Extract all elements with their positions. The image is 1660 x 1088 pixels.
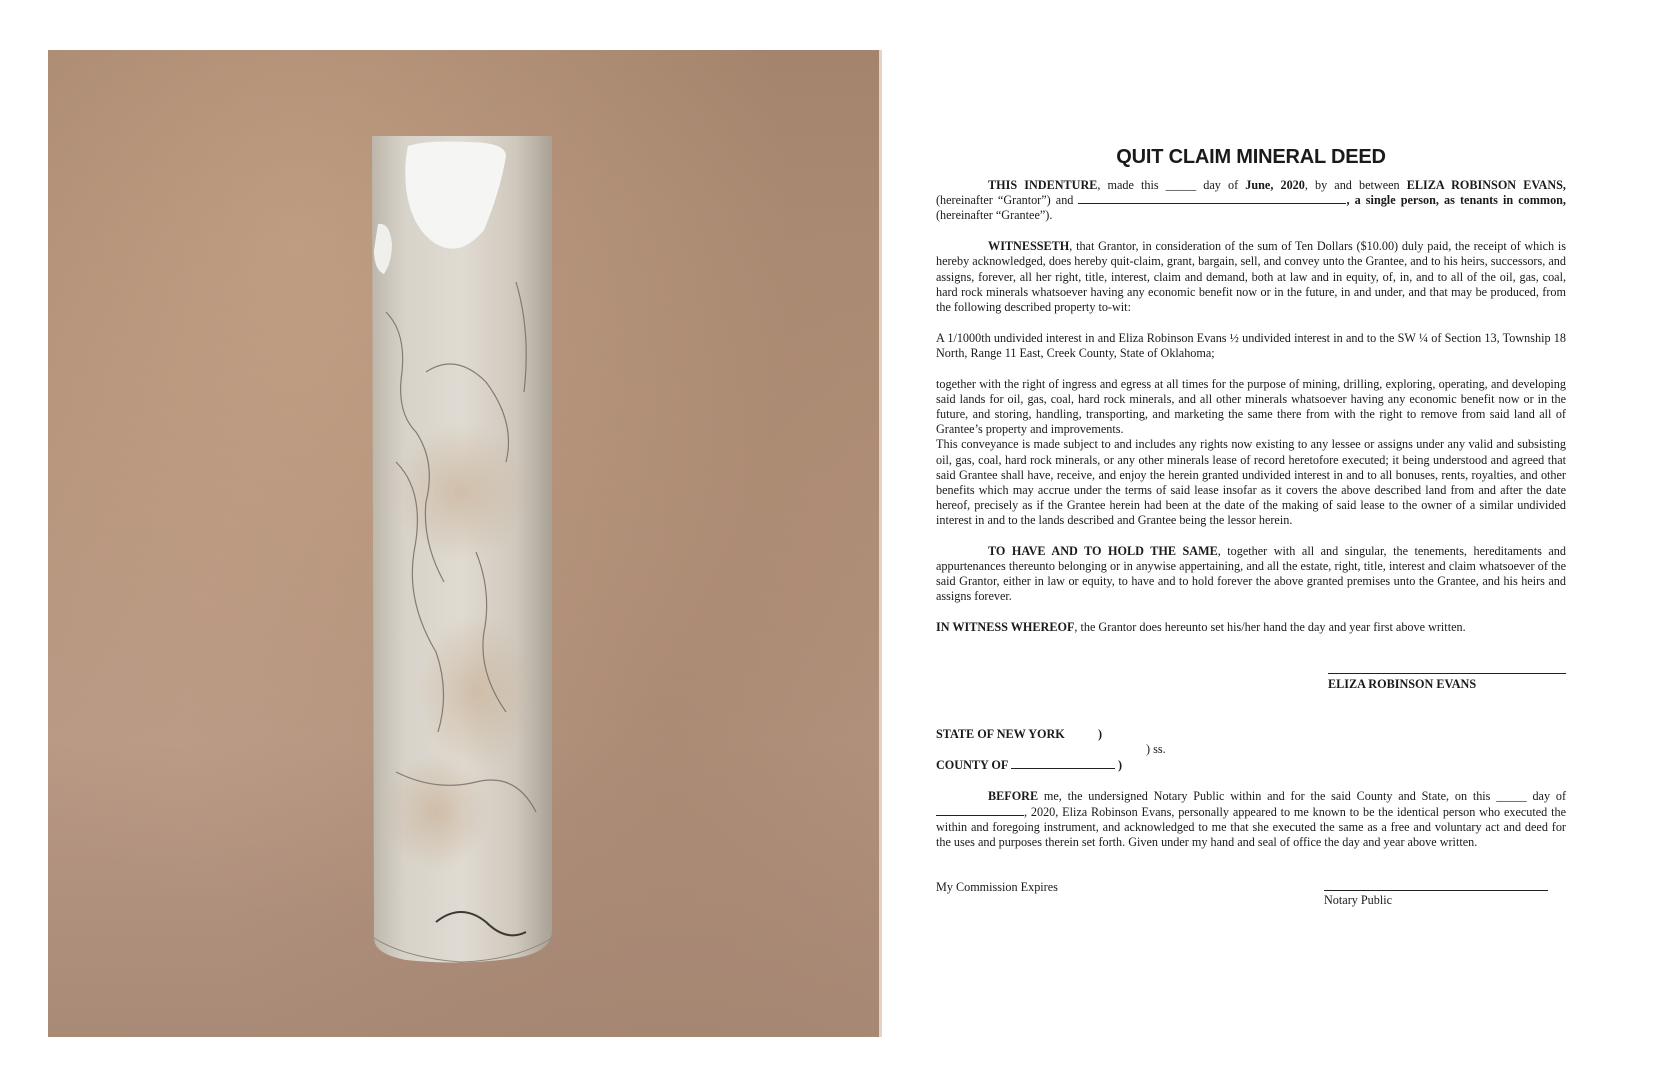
venue-county-paren: ) (1117, 758, 1123, 773)
notary-block (936, 880, 1566, 920)
intro-text-4: , a single person (1346, 193, 1436, 208)
intro-lead: THIS INDENTURE (988, 178, 1098, 193)
grantee-blank (1078, 193, 1346, 204)
grantor-name: ELIZA ROBINSON EVANS, (1406, 178, 1566, 193)
acknowledgment-lead: BEFORE (988, 789, 1039, 804)
conveyance-paragraph: This conveyance is made subject to and includes any rights now existing to any lessee or assigns under any valid and subsisting oil, gas, coal, hard rock minerals, or any other minerals lease of record heretofore executed; it being understood and agreed that said Grantee shall have, receive, and enjoy the herein granted undivided interest in and to all bonuses, rents, royalties, and other benefits which may accrue under the terms of said lease insofar as it covers the above described land from and after the date hereof, precisely as if the Grantee herein had been at the date of the making of said lease to the owner of a similar undivided interest in and to the lands described and Grantee being the lessor herein. (936, 437, 1566, 527)
acknowledgment-text-1: me, the undersigned Notary Public within and for the said County and State, on this _____ day of (1038, 789, 1566, 804)
property-description: A 1/1000th undivided interest in and Eliza Robinson Evans ½ undivided interest in and to the SW ¼ of Section 13, Township 18 North, Range 11 East, Creek County, State of Oklahoma; (936, 330, 1566, 360)
venue-county: COUNTY OF (936, 758, 1008, 773)
witnesseth-lead: WITNESSETH (988, 239, 1070, 254)
deed-document (936, 140, 1566, 920)
witness-paragraph (936, 620, 1566, 635)
grantor-signature-block (936, 665, 1566, 723)
intro-paragraph (936, 178, 1566, 223)
habendum-text: , together with all and singular, the tenements, hereditaments and appurtenances thereunto belonging or in anywise appertaining, and all the estate, right, title, interest and claim whatsoever of the said Grantor, either in law or equity, to have and to hold forever the above granted premises unto the Grantee, and his heirs and assigns forever. (936, 543, 1566, 604)
venue-block (936, 727, 1566, 789)
county-blank (1011, 758, 1115, 769)
witnesseth-paragraph (936, 239, 1566, 314)
venue-ss: ) ss. (1146, 742, 1166, 757)
together-paragraph: together with the right of ingress and egress at all times for the purpose of mining, drilling, exploring, operating, and developing said lands for oil, gas, coal, hard rock minerals, and all other minerals whatsoever having any economic benefit now or in the future, and storing, handling, transporting, and marketing the same there from with the right to remove from said land all of Grantee’s property and improvements. (936, 377, 1566, 437)
intro-text-6: (hereinafter “Grantee”). (936, 208, 1053, 223)
intro-text-1: , made this _____ day of (1097, 178, 1246, 193)
habendum-lead: TO HAVE AND TO HOLD THE SAME (988, 543, 1218, 558)
commission-expires: My Commission Expires (936, 879, 1058, 894)
venue-county-row (936, 758, 1122, 773)
venue-state-paren: ) (1098, 727, 1103, 742)
intro-text-3: (hereinafter “Grantor”) and (936, 193, 1079, 208)
acknowledgment-text-2: , 2020, Eliza Robinson Evans, personally appeared to me known to be the identical person who executed the within and foregoing instrument, and acknowledged to me that she executed the same as a free and voluntary act and deed for the uses and purposes therein set forth. Given under my hand and seal of office the day and year above written. (936, 804, 1566, 849)
signature-name: ELIZA ROBINSON EVANS (1328, 677, 1477, 692)
acknowledgment-paragraph (936, 789, 1566, 849)
witness-text: , the Grantor does hereunto set his/her hand the day and year first above written. (1074, 620, 1466, 635)
notary-signature-line (1324, 890, 1548, 891)
document-title: QUIT CLAIM MINERAL DEED (1116, 146, 1386, 168)
rock-core-image (366, 132, 556, 967)
witnesseth-text: , that Grantor, in consideration of the sum of Ten Dollars ($10.00) duly paid, the receipt of which is hereby acknowledged, does hereby quit-claim, grant, bargain, sell, and convey unto the Grantee, and to his heirs, successors, and assigns, forever, all her right, title, interest, claim and demand, both at law and in equity, of, in, and to all of the oil, gas, coal, hard rock minerals whatsoever having any economic benefit now or in the future, in and under, and that may be produced, from the following described property to-wit: (936, 239, 1566, 314)
core-sample-photo (48, 50, 882, 1037)
witness-lead: IN WITNESS WHEREOF (936, 620, 1075, 635)
intro-text-5: , as tenants in common, (1435, 193, 1566, 208)
signature-line (1328, 673, 1566, 674)
intro-text-2: , by and between (1304, 178, 1407, 193)
habendum-paragraph (936, 544, 1566, 604)
month-blank (936, 805, 1024, 816)
intro-date: June, 2020 (1245, 178, 1305, 193)
venue-state: STATE OF NEW YORK (936, 727, 1065, 742)
notary-public-label: Notary Public (1324, 892, 1393, 907)
photo-edge (879, 50, 882, 1037)
